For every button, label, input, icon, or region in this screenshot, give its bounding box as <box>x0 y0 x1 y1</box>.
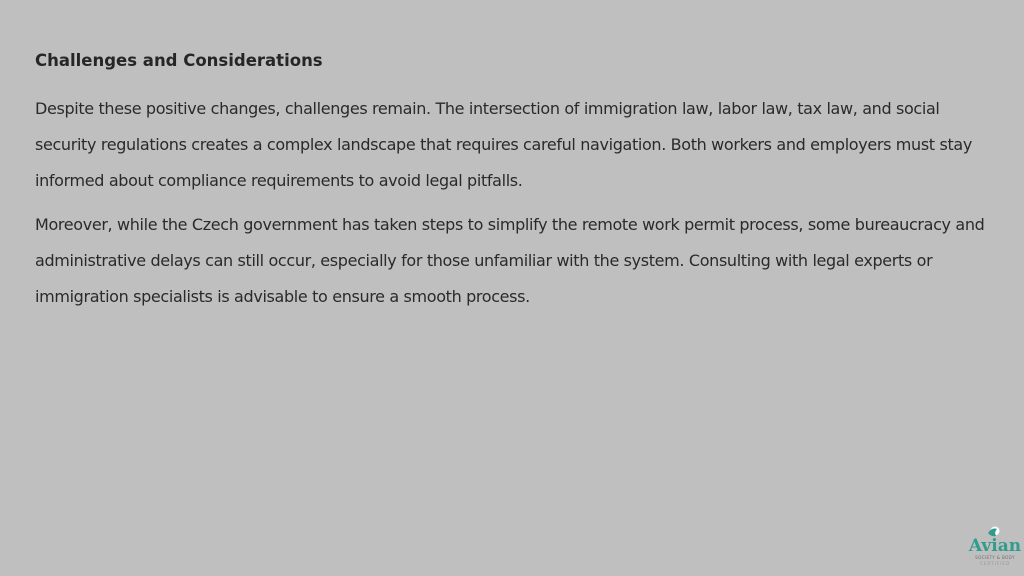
logo-wordmark: Avian <box>968 536 1022 556</box>
avian-logo <box>966 524 1024 572</box>
paragraph-1: Despite these positive changes, challenges remain. The intersection of immigration law, labor law, tax law, and social security regulations creates a complex landscape that requires careful navigation. Both workers and employers must stay informed about compliance requirements to avoid legal pitfalls. <box>35 99 972 190</box>
slide-heading: Challenges and Considerations <box>35 51 323 70</box>
slide-content <box>35 47 1003 323</box>
logo-tagline: SOCIETY & BODY <box>975 555 1015 560</box>
logo-subtext: CERTIFIED <box>979 562 1011 567</box>
paragraph-2: Moreover, while the Czech government has taken steps to simplify the remote work permit process, some bureaucracy and administrative delays can still occur, especially for those unfamiliar with the system. Consulting with legal experts or immigration specialists is advisable to ensure a smooth process. <box>35 215 985 306</box>
avian-logo-graphic <box>966 524 1024 572</box>
